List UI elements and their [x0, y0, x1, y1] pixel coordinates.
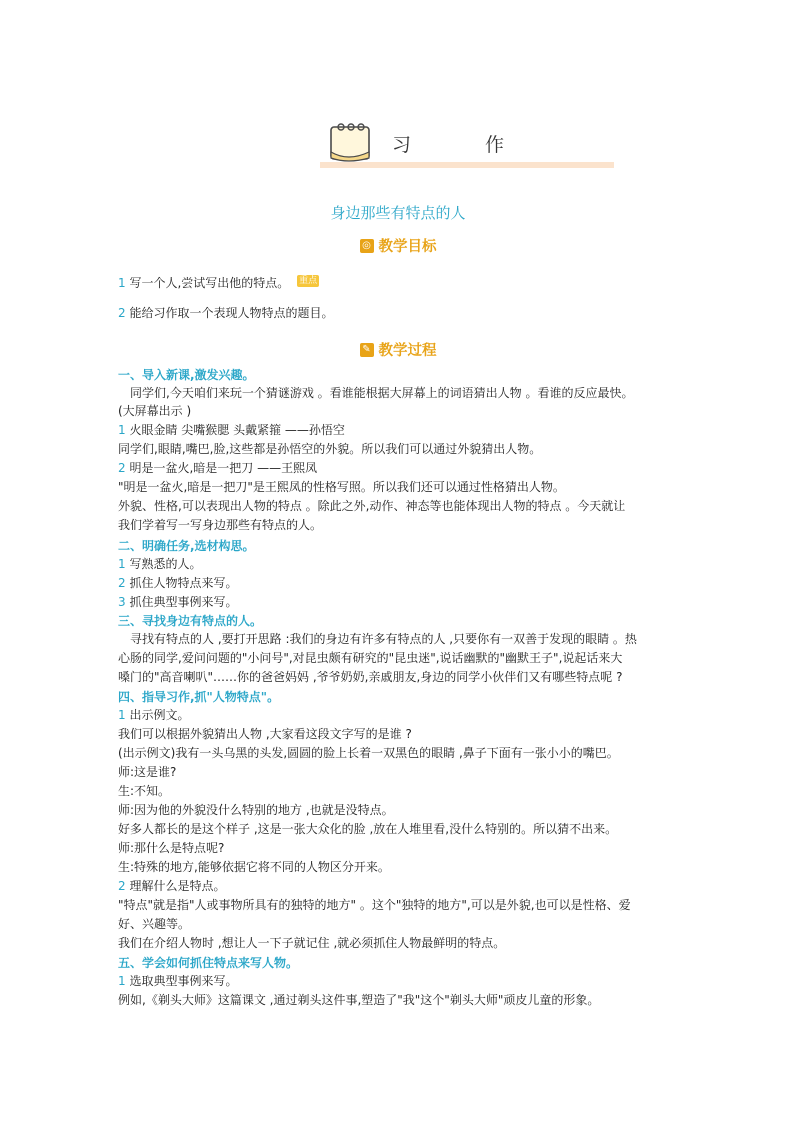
step-heading: 三、寻找身边有特点的人。	[118, 614, 263, 628]
item-text: 明是一盆火,暗是一把刀 ——王熙凤	[129, 461, 318, 475]
step-heading: 一、导入新课,激发兴趣。	[118, 368, 255, 382]
section-process-title: 教学过程	[378, 343, 437, 359]
target-icon: ◎	[360, 239, 374, 253]
goal-item	[118, 304, 678, 322]
paragraph-line: 外貌、性格,可以表现出人物的特点 。除此之外,动作、神态等也能体现出人物的特点 。今天就让	[118, 499, 626, 513]
list-item	[118, 972, 678, 990]
section-header	[210, 118, 614, 172]
lesson-title: 身边那些有特点的人	[330, 204, 466, 222]
paragraph-line: "特点"就是指"人或事物所具有的独特的地方" 。这个"独特的地方",可以是外貌,也可以是性格、爱	[118, 898, 631, 912]
paragraph-line: 同学们,今天咱们来玩一个猜谜游戏 。看谁能根据大屏幕上的词语猜出人物 。看谁的反应最快。	[130, 386, 634, 400]
goal-text: 能给习作取一个表现人物特点的题目。	[129, 306, 334, 320]
goal-number: 2	[118, 306, 126, 320]
list-item	[118, 459, 678, 477]
item-number: 2	[118, 879, 126, 893]
list-item	[118, 593, 678, 611]
list-item	[118, 877, 678, 895]
list-item	[118, 574, 678, 592]
paragraph-line: (出示例文)我有一头乌黑的头发,圆圆的脸上长着一双黑色的眼睛 ,鼻子下面有一张小小的嘴巴。	[118, 746, 619, 760]
item-number: 1	[118, 423, 126, 437]
paragraph-line: 好多人都长的是这个样子 ,这是一张大众化的脸 ,放在人堆里看,没什么特别的。所以猜不出来。	[118, 822, 618, 836]
step-heading: 五、学会如何抓住特点来写人物。	[118, 956, 299, 970]
item-text: 写熟悉的人。	[129, 557, 202, 571]
section-goals-heading	[118, 235, 678, 256]
paragraph-line: 我们可以根据外貌猜出人物 ,大家看这段文字写的是谁 ?	[118, 727, 412, 741]
item-number: 3	[118, 595, 126, 609]
paragraph-line: (大屏幕出示 )	[118, 404, 192, 418]
dialogue-line: 生:特殊的地方,能够依据它将不同的人物区分开来。	[118, 860, 390, 874]
header-title: 习 作	[392, 134, 539, 156]
section-goals-title: 教学目标	[378, 239, 437, 255]
item-text: 理解什么是特点。	[129, 879, 226, 893]
paragraph-line: 我们学着写一写身边那些有特点的人。	[118, 518, 323, 532]
goal-text: 写一个人,尝试写出他的特点。	[129, 276, 290, 290]
dialogue-line: 师:这是谁?	[118, 765, 177, 779]
section-process-heading	[118, 339, 678, 360]
paragraph-line: 同学们,眼睛,嘴巴,脸,这些都是孙悟空的外貌。所以我们可以通过外貌猜出人物。	[118, 442, 542, 456]
paragraph-line: "明是一盆火,暗是一把刀"是王熙凤的性格写照。所以我们还可以通过性格猜出人物。	[118, 480, 565, 494]
dialogue-line: 生:不知。	[118, 784, 171, 798]
header-underline	[320, 162, 614, 168]
list-item	[118, 706, 678, 724]
paragraph-line: 心肠的同学,爱问问题的"小问号",对昆虫颇有研究的"昆虫迷",说话幽默的"幽默王子",说起话来大	[118, 651, 623, 665]
goal-item	[118, 274, 678, 292]
item-text: 抓住典型事例来写。	[129, 595, 238, 609]
item-number: 1	[118, 557, 126, 571]
item-text: 火眼金睛 尖嘴猴腮 头戴紧箍 ——孙悟空	[129, 423, 345, 437]
pencil-icon: ✎	[360, 343, 374, 357]
item-number: 1	[118, 708, 126, 722]
item-number: 1	[118, 974, 126, 988]
item-text: 出示例文。	[129, 708, 190, 722]
list-item	[118, 555, 678, 573]
paragraph-line: 我们在介绍人物时 ,想让人一下子就记住 ,就必须抓住人物最鲜明的特点。	[118, 936, 506, 950]
step-heading: 二、明确任务,选材构思。	[118, 539, 255, 553]
paragraph-line: 例如,《剃头大师》这篇课文 ,通过剃头这件事,塑造了"我"这个"剃头大师"顽皮儿童的形象。	[118, 993, 600, 1007]
key-point-badge: 重点	[299, 276, 318, 286]
notepad-icon	[328, 122, 374, 162]
dialogue-line: 师:因为他的外貌没什么特别的地方 ,也就是没特点。	[118, 803, 394, 817]
goal-number: 1	[118, 276, 126, 290]
list-item	[118, 421, 678, 439]
dialogue-line: 师:那什么是特点呢?	[118, 841, 225, 855]
item-number: 2	[118, 576, 126, 590]
item-text: 抓住人物特点来写。	[129, 576, 238, 590]
paragraph-line: 嗓门的"高音喇叭"……你的爸爸妈妈 ,爷爷奶奶,亲戚朋友,身边的同学小伙伴们又有哪些特点呢 ?	[118, 670, 623, 684]
paragraph-line: 寻找有特点的人 ,要打开思路 :我们的身边有许多有特点的人 ,只要你有一双善于发现的眼睛 。热	[130, 632, 637, 646]
paragraph-line: 好、兴趣等。	[118, 917, 191, 931]
item-number: 2	[118, 461, 126, 475]
item-text: 选取典型事例来写。	[129, 974, 238, 988]
step-heading: 四、指导习作,抓"人物特点"。	[118, 690, 280, 704]
